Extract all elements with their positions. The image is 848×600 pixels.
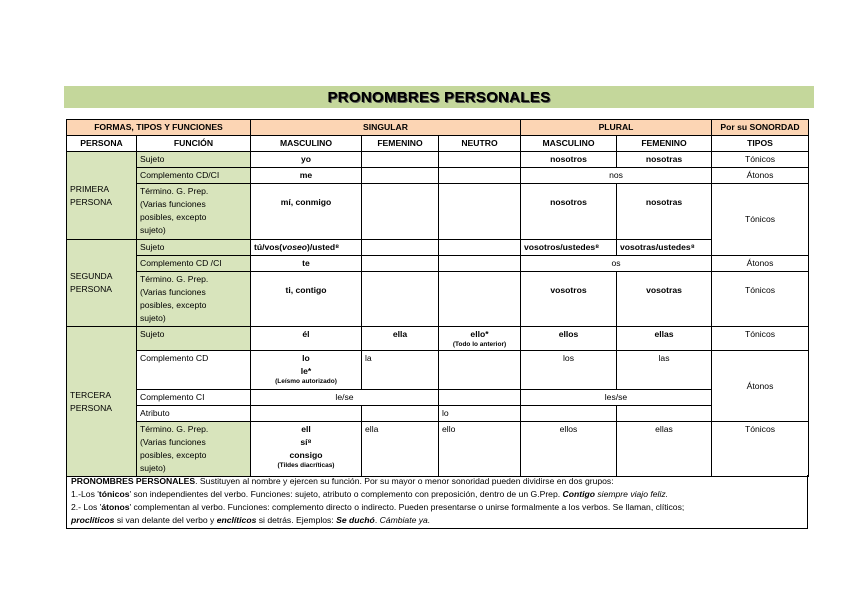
funcion-cell: Término. G. Prep. (Varias funciones posibles, excepto sujeto) — [137, 422, 251, 477]
table-cell — [439, 240, 521, 256]
note-text: 1.-Los ' — [71, 489, 99, 499]
table-cell — [439, 184, 521, 240]
note-bold-italic: Contigo — [562, 489, 595, 499]
note-bold: tónicos — [98, 489, 130, 499]
funcion-cell: Sujeto — [137, 327, 251, 351]
note-line-2 — [71, 488, 803, 501]
table-cell: vosotros/ustedes⁸ — [521, 240, 617, 256]
table-cell: nos — [521, 168, 712, 184]
cell-text: lo le* — [300, 353, 312, 376]
table-cell: vosotros — [521, 272, 617, 327]
table-row — [67, 406, 809, 422]
table-cell: nosotros — [521, 152, 617, 168]
table-cell: él — [251, 327, 362, 351]
table-cell — [251, 406, 362, 422]
table-row — [67, 327, 809, 351]
title-banner — [64, 86, 814, 108]
table-cell — [439, 152, 521, 168]
note-text: si detrás. Ejemplos: — [256, 515, 337, 525]
persona-segunda: SEGUNDA PERSONA — [67, 240, 137, 327]
cell-note: (Todo lo anterior) — [452, 341, 507, 348]
table-row — [67, 152, 809, 168]
table-cell: ellos — [521, 327, 617, 351]
table-cell: mí, conmigo — [251, 184, 362, 240]
note-line-1 — [71, 475, 803, 488]
table-cell: lo — [439, 406, 521, 422]
table-cell — [362, 152, 439, 168]
table-cell — [362, 240, 439, 256]
table-row — [67, 272, 809, 327]
funcion-cell: Sujeto — [137, 152, 251, 168]
table-cell — [439, 327, 521, 351]
persona-tercera: TERCERA PERSONA — [67, 327, 137, 477]
table-row — [67, 351, 809, 390]
funcion-cell: Complemento CD — [137, 351, 251, 390]
funcion-cell: Sujeto — [137, 240, 251, 256]
note-text: si van delante del verbo y — [114, 515, 217, 525]
cell-text: ello* — [470, 329, 489, 339]
table-cell: ello — [439, 422, 521, 477]
table-cell: los — [521, 351, 617, 390]
table-row — [67, 240, 809, 256]
table-cell: ellos — [521, 422, 617, 477]
header-singular: SINGULAR — [251, 120, 521, 136]
funcion-cell: Atributo — [137, 406, 251, 422]
tipo-cell: Átonos — [712, 351, 809, 422]
header-row-1 — [67, 120, 809, 136]
funcion-cell: Término. G. Prep. (Varias funciones posibles, excepto sujeto) — [137, 272, 251, 327]
table-cell: me — [251, 168, 362, 184]
note-text: . Sustituyen al nombre y ejercen su función. Por su mayor o menor sonoridad pueden dividirse en dos grupos: — [195, 476, 614, 486]
table-cell — [362, 256, 439, 272]
table-cell: nosotras — [617, 184, 712, 240]
table-cell — [439, 351, 521, 390]
table-cell: les/se — [521, 390, 712, 406]
table-row — [67, 256, 809, 272]
funcion-cell: Término. G. Prep. (Varias funciones posibles, excepto sujeto) — [137, 184, 251, 240]
table-cell: las — [617, 351, 712, 390]
table-cell: nosotros — [521, 184, 617, 240]
page-title: PRONOMBRES PERSONALES — [327, 88, 551, 106]
table-cell: ella — [362, 327, 439, 351]
table-cell: la — [362, 351, 439, 390]
table-cell: ellas — [617, 327, 712, 351]
table-row — [67, 168, 809, 184]
header-tipos: TIPOS — [712, 136, 809, 152]
table-cell: te — [251, 256, 362, 272]
tipo-cell: Átonos — [712, 168, 809, 184]
note-bold: PRONOMBRES PERSONALES — [71, 476, 196, 486]
table-cell: os — [521, 256, 712, 272]
table-cell — [617, 406, 712, 422]
persona-primera: PRIMERA PERSONA — [67, 152, 137, 240]
table-cell — [362, 184, 439, 240]
header-masculino-plural: MASCULINO — [521, 136, 617, 152]
cell-text: ell sí⁸ consigo — [289, 424, 323, 460]
notes-box — [66, 475, 808, 529]
header-plural: PLURAL — [521, 120, 712, 136]
table-cell — [251, 422, 362, 477]
table-cell — [251, 240, 362, 256]
note-line-3 — [71, 501, 803, 514]
table-cell — [251, 351, 362, 390]
tipo-cell: Tónicos — [712, 327, 809, 351]
note-bold-italic: Se duchó — [336, 515, 375, 525]
table-cell — [439, 272, 521, 327]
tipo-cell: Tónicos — [712, 272, 809, 327]
funcion-cell: Complemento CI — [137, 390, 251, 406]
table-cell — [439, 168, 521, 184]
note-text: ' complementan al verbo. Funciones: complemento directo o indirecto. Pueden presentarse o unirse formalmente a los verbos. Se llaman, clíticos; — [129, 502, 685, 512]
cell-text-italic: voseo — [282, 242, 308, 252]
header-neutro: NEUTRO — [439, 136, 521, 152]
table-cell — [362, 272, 439, 327]
table-cell: le/se — [251, 390, 439, 406]
table-cell: ella — [362, 422, 439, 477]
tipo-cell: Tónicos — [712, 422, 809, 477]
note-text: . — [374, 515, 380, 525]
funcion-cell: Complemento CD/CI — [137, 168, 251, 184]
tipo-cell: Átonos — [712, 256, 809, 272]
table-row — [67, 422, 809, 477]
note-text: ' son independientes del verbo. Funciones: sujeto, atributo o complemento con preposición, dentro de un G.Prep. — [129, 489, 563, 499]
tipo-cell: Tónicos — [712, 184, 809, 256]
table-cell — [362, 168, 439, 184]
note-italic: siempre viajo feliz. — [594, 489, 669, 499]
note-bold: átonos — [101, 502, 130, 512]
table-cell — [439, 390, 521, 406]
table-cell — [439, 256, 521, 272]
header-persona: PERSONA — [67, 136, 137, 152]
table-cell — [521, 406, 617, 422]
header-sonoridad: Por su SONORDAD — [712, 120, 809, 136]
table-cell: vosotras/ustedes⁸ — [617, 240, 712, 256]
note-italic: Cámbiate ya. — [379, 515, 431, 525]
header-femenino-plural: FEMENINO — [617, 136, 712, 152]
table-cell: vosotras — [617, 272, 712, 327]
note-bold-italic: enclíticos — [216, 515, 257, 525]
cell-note: (Tildes diacríticas) — [277, 462, 335, 469]
header-masculino-singular: MASCULINO — [251, 136, 362, 152]
cell-text: tú/vos( — [254, 242, 283, 252]
header-femenino-singular: FEMENINO — [362, 136, 439, 152]
pronouns-table — [66, 119, 809, 477]
note-line-4 — [71, 514, 803, 527]
table-cell: nosotras — [617, 152, 712, 168]
cell-note: (Leísmo autorizado) — [275, 378, 337, 385]
table-cell: yo — [251, 152, 362, 168]
table-cell — [362, 406, 439, 422]
funcion-cell: Complemento CD /CI — [137, 256, 251, 272]
table-row — [67, 184, 809, 240]
header-funcion: FUNCIÓN — [137, 136, 251, 152]
table-cell: ti, contigo — [251, 272, 362, 327]
cell-text: )/usted⁸ — [307, 242, 340, 252]
table-cell: ellas — [617, 422, 712, 477]
header-formas: FORMAS, TIPOS Y FUNCIONES — [67, 120, 251, 136]
note-text: 2.- Los ' — [71, 502, 102, 512]
note-bold-italic: proclíticos — [71, 515, 115, 525]
table-row — [67, 390, 809, 406]
header-row-2 — [67, 136, 809, 152]
tipo-cell: Tónicos — [712, 152, 809, 168]
